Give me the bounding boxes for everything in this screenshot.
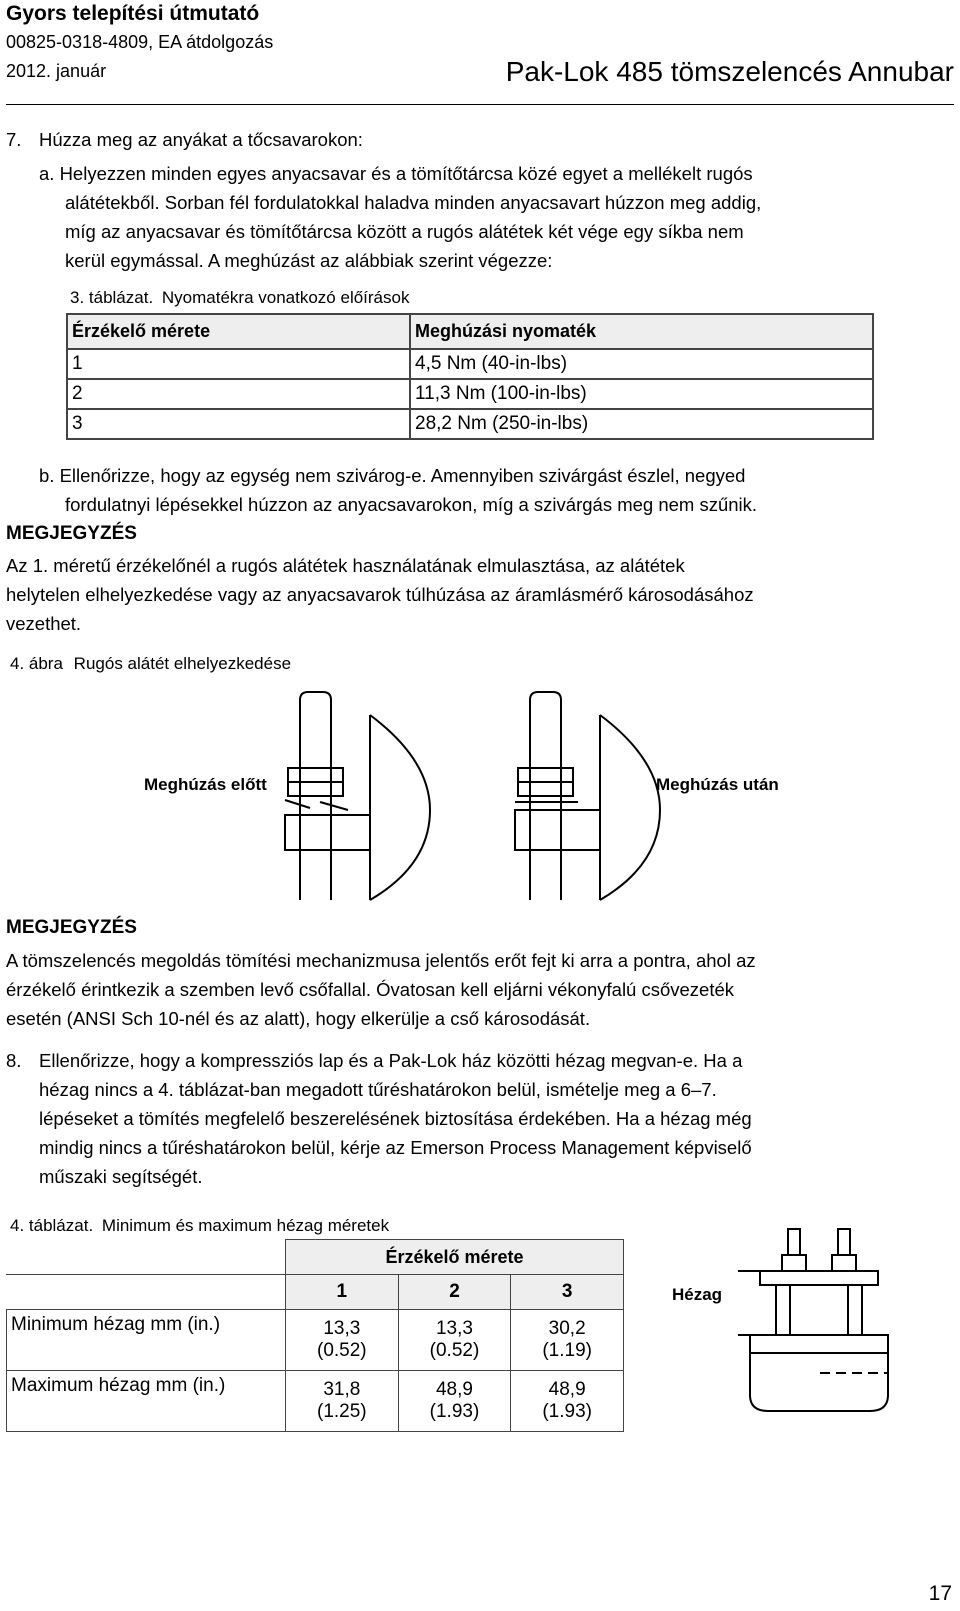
table-4-caption-number: 4. táblázat. [10,1216,94,1235]
step-8-line: műszaki segítségét. [39,1166,203,1187]
note-line: esetén (ANSI Sch 10-nél és az alatt), hogy elkerülje a cső károsodását. [6,1008,591,1029]
step-8 [6,1046,956,1191]
table-header-row [7,1240,624,1275]
table-cell: 4,5 Nm (40-in-lbs) [410,349,873,379]
table-cell: 2 [67,379,410,409]
note-line: érzékelő érintkezik a szemben levő csőfallal. Óvatosan kell eljárni vékonyfalú csővezeték [6,979,735,1000]
table-row [67,349,873,379]
table-cell [398,1371,511,1432]
step-8-line: mindig nincs a tűréshatárokon belül, kérje az Emerson Process Management képviselő [39,1137,752,1158]
value-in: (1.19) [542,1340,592,1361]
table-header-row [67,314,873,349]
table-header-cell: 2 [398,1275,511,1310]
table-3-caption [70,288,409,308]
table-row [7,1371,624,1432]
step-7a-line: kerül egymással. A meghúzást az alábbiak szerint végezze: [65,250,553,271]
table-header-cell: 1 [286,1275,399,1310]
value-in: (1.93) [542,1401,592,1422]
step-8-number: 8. [6,1050,22,1071]
value-in: (0.52) [429,1340,480,1361]
table-cell [286,1371,399,1432]
product-name: Pak-Lok 485 tömszelencés Annubar [505,56,954,87]
note-body [6,551,956,638]
table-cell [398,1310,511,1371]
table-row-label: Minimum hézag mm (in.) [7,1310,286,1371]
table-header-row [7,1275,624,1310]
note-body [6,946,956,1033]
doc-number: 00825-0318-4809, EA átdolgozás [6,32,274,52]
step-7b [39,461,959,519]
table-cell: 11,3 Nm (100-in-lbs) [410,379,873,409]
step-7b-line: b. Ellenőrizze, hogy az egység nem szivárog-e. Amennyiben szivárgást észlel, negyed [39,465,746,486]
label-before: Meghúzás előtt [144,775,267,794]
table-group-header: Érzékelő mérete [286,1240,624,1275]
table-empty-cell [7,1240,286,1275]
page-number: 17 [928,1582,952,1605]
gap-diagram [730,1225,900,1415]
gap-label: Hézag [672,1285,723,1304]
table-row [67,409,873,439]
value-in: (0.52) [317,1340,367,1361]
label-after: Meghúzás után [656,775,779,794]
torque-table [66,313,874,440]
table-cell: 28,2 Nm (250-in-lbs) [410,409,873,439]
step-8-line: Ellenőrizze, hogy a kompressziós lap és a Pak-Lok ház közötti hézag megvan-e. Ha a [39,1050,743,1071]
step-7a-line: alátétekből. Sorban fél fordulatokkal haladva minden anyacsavart húzzon meg addig, [65,192,762,213]
figure-4-caption-text: Rugós alátét elhelyezkedése [73,654,292,673]
table-header-cell: Érzékelő mérete [67,314,410,349]
step-8-line: lépéseket a tömítés megfelelő beszerelésének biztosítása érdekében. Ha a hézag még [39,1108,752,1129]
value-in: (1.93) [429,1401,480,1422]
table-cell [286,1310,399,1371]
table-empty-cell [7,1275,286,1310]
doc-date: 2012. január [6,61,107,81]
step-7 [6,125,946,155]
value-mm: 48,9 [435,1379,473,1400]
step-7a-line: a. Helyezzen minden egyes anyacsavar és a tömítőtárcsa közé egyet a mellékelt rugós [39,163,753,184]
after-tightening-drawing [515,692,660,900]
table-header-cell: 3 [511,1275,624,1310]
note-line: vezethet. [6,613,82,634]
note-line: helytelen elhelyezkedése vagy az anyacsavarok túlhúzása az áramlásmérő károsodásához [6,584,754,605]
figure-4-caption-number: 4. ábra [10,654,63,673]
value-mm: 48,9 [548,1379,586,1400]
step-7b-line: fordulatnyi lépésekkel húzzon az anyacsavarokon, míg a szivárgás meg nem szűnik. [65,494,758,515]
value-mm: 13,3 [435,1318,473,1339]
table-cell: 1 [67,349,410,379]
value-mm: 31,8 [323,1379,361,1400]
table-row [67,379,873,409]
table-cell: 3 [67,409,410,439]
doc-title: Gyors telepítési útmutató [6,2,260,25]
value-mm: 30,2 [548,1318,586,1339]
lock-washer-diagram [240,690,680,905]
note-line: Az 1. méretű érzékelőnél a rugós alátétek használatának elmulasztása, az alátétek [6,555,685,576]
table-row [7,1310,624,1371]
table-4-caption-text: Minimum és maximum hézag méretek [101,1216,390,1235]
value-in: (1.25) [317,1401,367,1422]
note-title: MEGJEGYZÉS [6,917,137,938]
figure-4-caption [10,654,291,674]
table-3-caption-text: Nyomatékra vonatkozó előírások [161,288,410,307]
step-8-line: hézag nincs a 4. táblázat-ban megadott tűréshatárokon belül, ismételje meg a 6–7. [39,1079,717,1100]
table-4-caption [10,1216,389,1236]
table-3-caption-number: 3. táblázat. [70,288,154,307]
note-title: MEGJEGYZÉS [6,523,137,544]
table-cell [511,1310,624,1371]
table-row-label: Maximum hézag mm (in.) [7,1371,286,1432]
gap-table [6,1239,624,1432]
step-7a [39,159,959,275]
step-7-text: Húzza meg az anyákat a tőcsavarokon: [39,129,363,150]
header-divider [6,104,954,105]
table-header-cell: Meghúzási nyomaték [410,314,873,349]
value-mm: 13,3 [323,1318,361,1339]
step-7a-line: míg az anyacsavar és tömítőtárcsa között a rugós alátétek két vége egy síkba nem [65,221,744,242]
table-cell [511,1371,624,1432]
step-7-number: 7. [6,129,22,150]
note-line: A tömszelencés megoldás tömítési mechanizmusa jelentős erőt fejt ki arra a pontra, ahol az [6,950,756,971]
before-tightening-drawing [285,692,430,900]
